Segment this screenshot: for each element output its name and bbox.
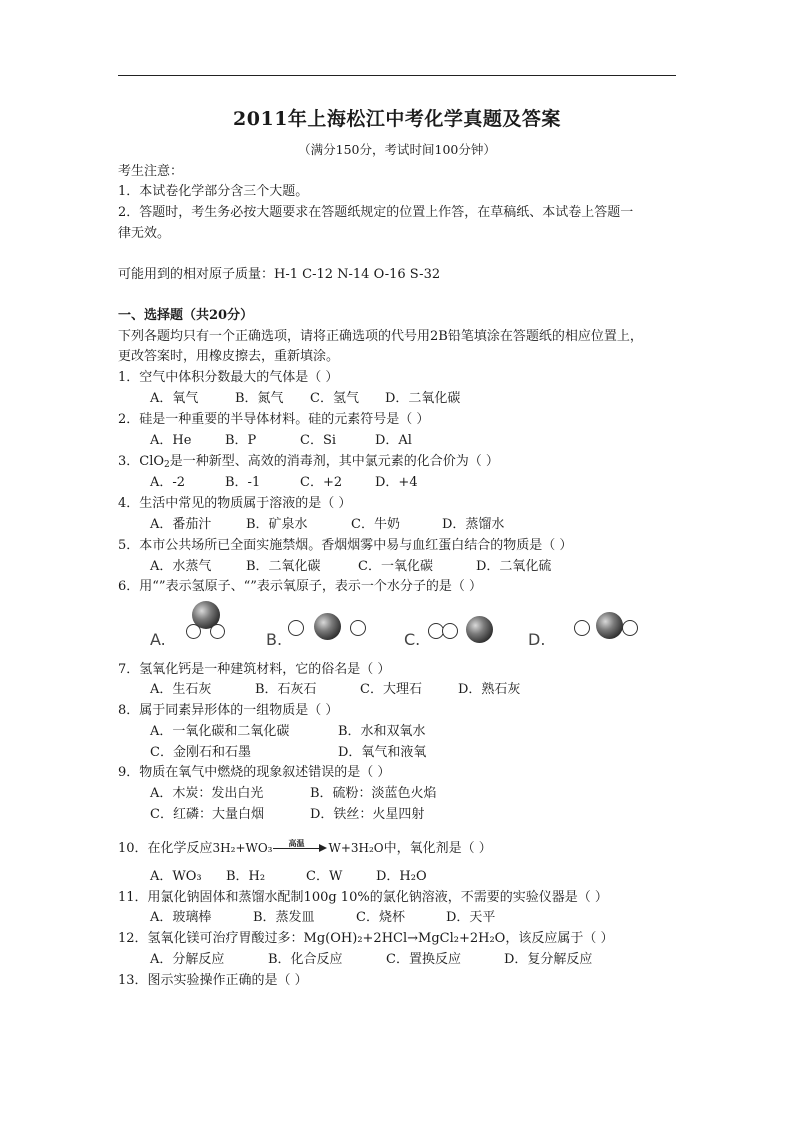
question-12-option-a: A．分解反应 <box>150 952 225 967</box>
question-9-options-row-2 <box>150 805 424 825</box>
hydrogen-atom-icon <box>288 620 304 636</box>
question-12-option-c: C．置换反应 <box>386 952 461 967</box>
reaction-arrow <box>273 840 329 854</box>
question-3-option-c: C．+2 <box>300 475 343 490</box>
question-11-stem: 11．用氯化钠固体和蒸馏水配制100g 10%的氯化钠溶液，不需要的实验仪器是（ ） <box>118 890 608 905</box>
question-4-option-d: D．蒸馏水 <box>442 517 505 532</box>
question-9-stem: 9．物质在氧气中燃烧的现象叙述错误的是（ ） <box>118 765 391 780</box>
reaction-condition: 高温 <box>288 838 305 848</box>
question-2-option-a: A．He <box>150 433 192 448</box>
question-8-options-row-2 <box>150 743 426 763</box>
question-3-options <box>150 473 418 493</box>
oxygen-atom-icon <box>314 613 341 640</box>
question-6-molecule-figures <box>0 600 794 660</box>
question-7-option-a: A．生石灰 <box>150 682 212 697</box>
question-2-stem: 2．硅是一种重要的半导体材料。硅的元素符号是（ ） <box>118 412 430 427</box>
question-9-options-row-1 <box>150 784 437 804</box>
question-12-options <box>150 950 592 970</box>
question-7-stem: 7．氢氧化钙是一种建筑材料，它的俗名是（ ） <box>118 662 391 677</box>
question-10-option-a: A．WO₃ <box>150 869 202 884</box>
question-7-option-b: B．石灰石 <box>255 682 317 697</box>
question-10-option-c: C．W <box>306 869 343 884</box>
hydrogen-atom-icon <box>350 620 366 636</box>
question-11-option-c: C．烧杯 <box>356 910 405 925</box>
question-11-option-a: A．玻璃棒 <box>150 910 212 925</box>
page-subtitle: （满分150分，考试时间100分钟） <box>298 142 496 157</box>
question-5-option-a: A．水蒸气 <box>150 559 212 574</box>
question-3-option-d: D．+4 <box>375 475 418 490</box>
question-5-options <box>150 557 551 577</box>
question-1-option-a: A．氧气 <box>150 391 199 406</box>
reaction-products: W+3H₂O <box>328 841 384 855</box>
question-8-option-c: C．金刚石和石墨 <box>150 745 251 760</box>
question-1-option-d: D．二氧化碳 <box>385 391 461 406</box>
question-13-stem: 13．图示实验操作正确的是（ ） <box>118 973 308 988</box>
section-1-heading: 一、选择题（共20分） <box>118 308 254 323</box>
question-11-option-b: B．蒸发皿 <box>253 910 315 925</box>
question-10-stem: 10．在化学反应3H₂+WO₃ 高温 W+3H₂O中，氧化剂是（ ） <box>118 838 492 859</box>
question-4-stem: 4．生活中常见的物质属于溶液的是（ ） <box>118 496 352 511</box>
question-3-option-b: B．-1 <box>225 475 261 490</box>
hydrogen-atom-icon <box>210 624 225 639</box>
question-7-option-d: D．熟石灰 <box>458 682 521 697</box>
question-9-option-d: D．铁丝：火星四射 <box>310 807 425 822</box>
arrow-right-icon <box>319 844 327 852</box>
question-8-option-b: B．水和双氧水 <box>338 724 426 739</box>
question-11-option-d: D．天平 <box>446 910 496 925</box>
question-12-stem: 12．氢氧化镁可治疗胃酸过多：Mg(OH)₂+2HCl→MgCl₂+2H₂O，该反应属于（ ） <box>118 931 614 946</box>
question-8-stem: 8．属于同素异形体的一组物质是（ ） <box>118 703 339 718</box>
hydrogen-atom-icon <box>622 620 638 636</box>
question-4-option-a: A．番茄汁 <box>150 517 212 532</box>
question-2-option-d: D．Al <box>375 433 412 448</box>
question-9-option-b: B．硫粉：淡蓝色火焰 <box>310 786 437 801</box>
question-1-stem: 1．空气中体积分数最大的气体是（ ） <box>118 370 339 385</box>
question-5-stem: 5．本市公共场所已全面实施禁烟。香烟烟雾中易与血红蛋白结合的物质是（ ） <box>118 538 573 553</box>
question-6-option-d: D. <box>528 630 546 649</box>
question-11-options <box>150 908 495 928</box>
question-10-option-b: B．H₂ <box>226 869 266 884</box>
notice-item-2-line-2: 律无效。 <box>118 226 171 241</box>
question-10-option-d: D．H₂O <box>376 869 427 884</box>
question-2-options <box>150 431 412 451</box>
question-12-option-b: B．化合反应 <box>268 952 343 967</box>
question-5-option-c: C．一氧化碳 <box>358 559 433 574</box>
hydrogen-atom-icon <box>574 620 590 636</box>
question-1-option-b: B．氮气 <box>235 391 284 406</box>
question-8-option-d: D．氧气和液氧 <box>338 745 427 760</box>
question-8-options-row-1 <box>150 722 426 742</box>
question-8-option-a: A．一氧化碳和二氧化碳 <box>150 724 290 739</box>
notice-item-1: 1．本试卷化学部分含三个大题。 <box>118 184 309 199</box>
question-5-option-b: B．二氧化碳 <box>246 559 321 574</box>
question-6-option-b: B. <box>266 630 283 649</box>
question-1-option-c: C．氢气 <box>310 391 359 406</box>
question-6-option-c: C. <box>404 630 421 649</box>
question-6-option-a: A. <box>150 630 166 649</box>
atomic-mass-line: 可能用到的相对原子质量：H-1 C-12 N-14 O-16 S-32 <box>118 267 441 282</box>
question-7-option-c: C．大理石 <box>360 682 422 697</box>
question-2-option-b: B．P <box>225 433 257 448</box>
question-12-option-d: D．复分解反应 <box>504 952 593 967</box>
notice-item-2-line-1: 2．答题时，考生务必按大题要求在答题纸规定的位置上作答，在草稿纸、本试卷上答题一 <box>118 205 634 220</box>
oxygen-atom-icon <box>466 616 493 643</box>
notice-heading: 考生注意： <box>118 164 184 179</box>
question-5-option-d: D．二氧化硫 <box>476 559 552 574</box>
section-1-intro-line-2: 更改答案时，用橡皮擦去，重新填涂。 <box>118 349 340 364</box>
question-4-option-c: C．牛奶 <box>351 517 400 532</box>
question-6-stem: 6．用“”表示氢原子、“”表示氧原子，表示一个水分子的是（ ） <box>118 579 482 594</box>
question-7-options <box>150 680 520 700</box>
question-2-option-c: C．Si <box>300 433 337 448</box>
question-10-options <box>150 867 427 887</box>
section-1-intro-line-1: 下列各题均只有一个正确选项，请将正确选项的代号用2B铅笔填涂在答题纸的相应位置上， <box>118 329 643 344</box>
question-1-options <box>150 389 460 409</box>
question-3-stem: 3．ClO$_2$是一种新型、高效的消毒剂，其中氯元素的化合价为（ ） <box>118 454 499 470</box>
header-rule <box>118 75 676 76</box>
hydrogen-atom-icon <box>442 623 458 639</box>
page-title: 2011年上海松江中考化学真题及答案 <box>233 108 561 130</box>
oxygen-atom-icon <box>596 612 623 639</box>
question-4-options <box>150 515 504 535</box>
question-9-option-c: C．红磷：大量白烟 <box>150 807 264 822</box>
hydrogen-atom-icon <box>186 624 201 639</box>
reaction-reactants: 3H₂+WO₃ <box>212 841 273 855</box>
question-3-option-a: A．-2 <box>150 475 186 490</box>
question-4-option-b: B．矿泉水 <box>246 517 308 532</box>
question-9-option-a: A．木炭：发出白光 <box>150 786 264 801</box>
